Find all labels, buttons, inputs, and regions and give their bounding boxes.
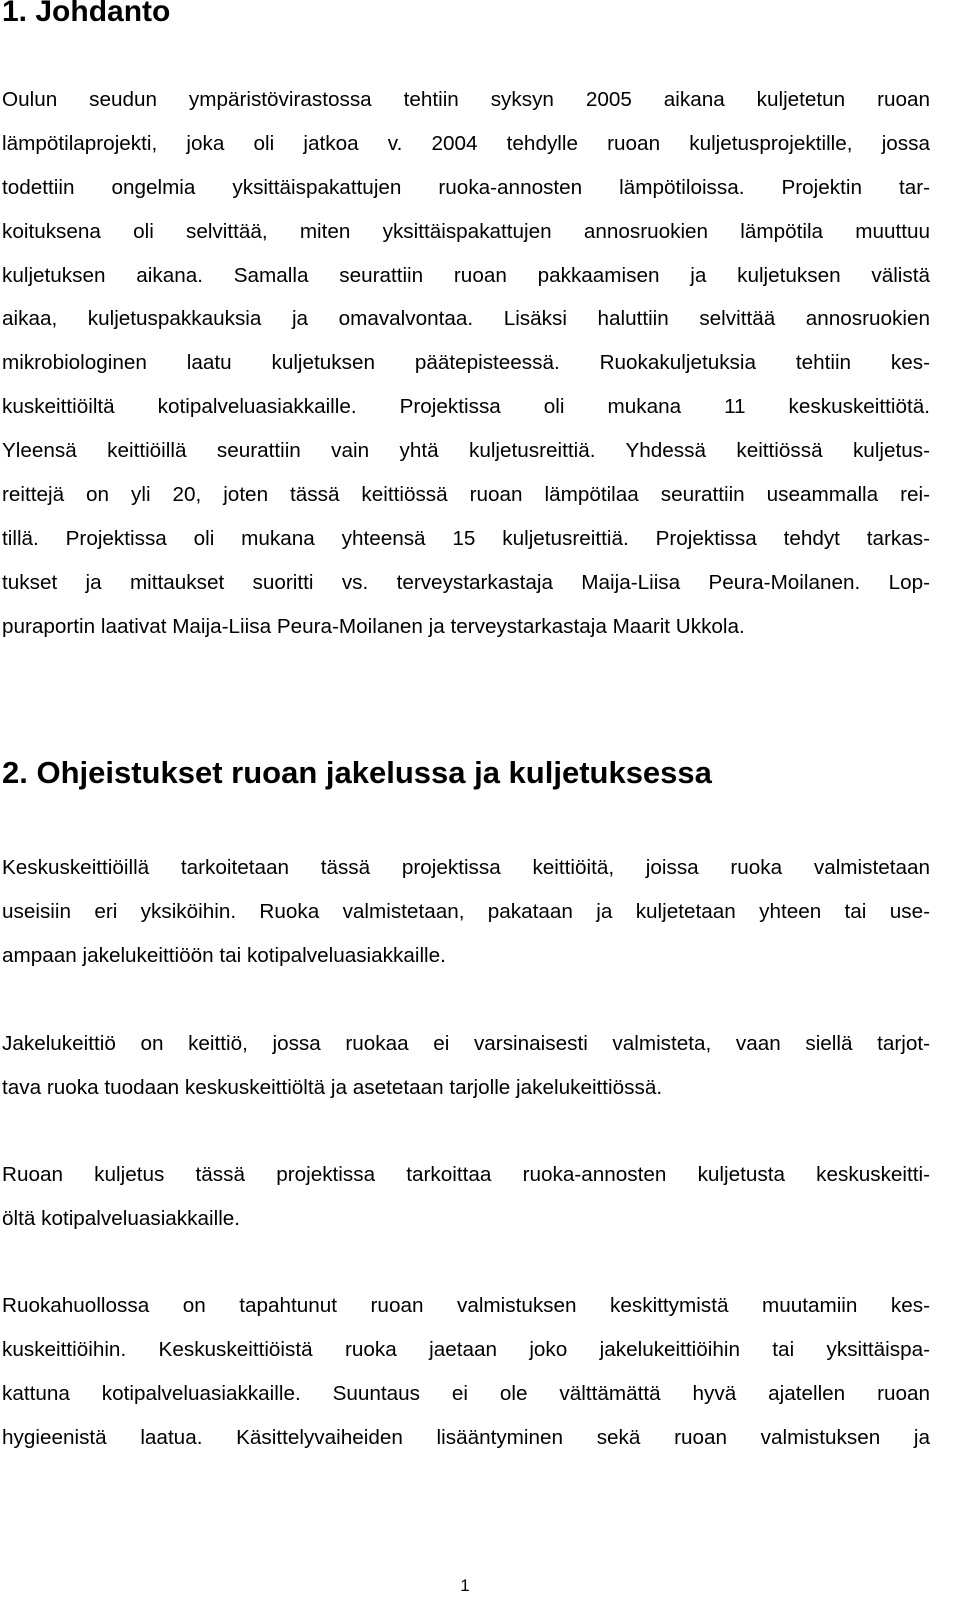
section-1-heading: 1. Johdanto	[2, 0, 171, 28]
paragraph-line: Ruoan kuljetus tässä projektissa tarkoittaa ruoka-annosten kuljetusta keskuskeitti-	[2, 1163, 930, 1186]
paragraph-line: puraportin laativat Maija-Liisa Peura-Moilanen ja terveystarkastaja Maarit Ukkola.	[2, 614, 745, 638]
paragraph-line: todettiin ongelmia yksittäispakattujen ruoka-annosten lämpötiloissa. Projektin tar-	[2, 175, 930, 199]
paragraph-line: Oulun seudun ympäristövirastossa tehtiin syksyn 2005 aikana kuljetetun ruoan	[2, 88, 930, 111]
paragraph-line: Keskuskeittiöillä tarkoitetaan tässä projektissa keittiöitä, joissa ruoka valmistetaan	[2, 856, 930, 879]
section-2-paragraph-3	[2, 1163, 930, 1251]
section-2-paragraph-1	[2, 856, 930, 988]
paragraph-line: Jakelukeittiö on keittiö, jossa ruokaa ei varsinaisesti valmisteta, vaan siellä tarjot-	[2, 1032, 930, 1055]
paragraph-line: reittejä on yli 20, joten tässä keittiössä ruoan lämpötilaa seurattiin useammalla rei-	[2, 483, 930, 507]
paragraph-line: Yleensä keittiöillä seurattiin vain yhtä kuljetusreittiä. Yhdessä keittiössä kuljetus-	[2, 439, 930, 463]
paragraph-line: tukset ja mittaukset suoritti vs. terveystarkastaja Maija-Liisa Peura-Moilanen. Lop-	[2, 570, 930, 594]
paragraph-line: kuskeittiöiltä kotipalveluasiakkaille. Projektissa oli mukana 11 keskuskeittiötä.	[2, 395, 930, 419]
paragraph-line: kuljetuksen aikana. Samalla seurattiin ruoan pakkaamisen ja kuljetuksen välistä	[2, 263, 930, 287]
paragraph-line: öltä kotipalveluasiakkaille.	[2, 1206, 241, 1230]
paragraph-line: hygieenistä laatua. Käsittelyvaiheiden lisääntyminen sekä ruoan valmistuksen ja	[2, 1425, 930, 1449]
paragraph-line: lämpötilaprojekti, joka oli jatkoa v. 2004 tehdylle ruoan kuljetusprojektille, jossa	[2, 131, 930, 155]
section-2-paragraph-4	[2, 1294, 930, 1470]
paragraph-line: mikrobiologinen laatu kuljetuksen päätepisteessä. Ruokakuljetuksia tehtiin kes-	[2, 351, 930, 375]
paragraph-line: Ruokahuollossa on tapahtunut ruoan valmistuksen keskittymistä muutamiin kes-	[2, 1294, 930, 1317]
paragraph-line: useisiin eri yksiköihin. Ruoka valmistetaan, pakataan ja kuljetetaan yhteen tai use-	[2, 899, 930, 923]
paragraph-line: koituksena oli selvittää, miten yksittäispakattujen annosruokien lämpötila muuttuu	[2, 219, 930, 243]
section-1-paragraph-1	[2, 88, 930, 659]
paragraph-line: tava ruoka tuodaan keskuskeittiöltä ja asetetaan tarjolle jakelukeittiössä.	[2, 1075, 663, 1099]
paragraph-line: ampaan jakelukeittiöön tai kotipalveluasiakkaille.	[2, 943, 446, 967]
section-2-paragraph-2	[2, 1032, 930, 1120]
paragraph-line: tillä. Projektissa oli mukana yhteensä 15 kuljetusreittiä. Projektissa tehdyt tarkas-	[2, 526, 930, 550]
paragraph-line: kuskeittiöihin. Keskuskeittiöistä ruoka jaetaan joko jakelukeittiöihin tai yksittäispa-	[2, 1337, 930, 1361]
paragraph-line: aikaa, kuljetuspakkauksia ja omavalvontaa. Lisäksi haluttiin selvittää annosruokien	[2, 307, 930, 331]
page-number: 1	[460, 1576, 470, 1595]
paragraph-line: kattuna kotipalveluasiakkaille. Suuntaus ei ole välttämättä hyvä ajatellen ruoan	[2, 1381, 930, 1405]
section-2-heading: 2. Ohjeistukset ruoan jakelussa ja kuljetuksessa	[2, 755, 712, 790]
